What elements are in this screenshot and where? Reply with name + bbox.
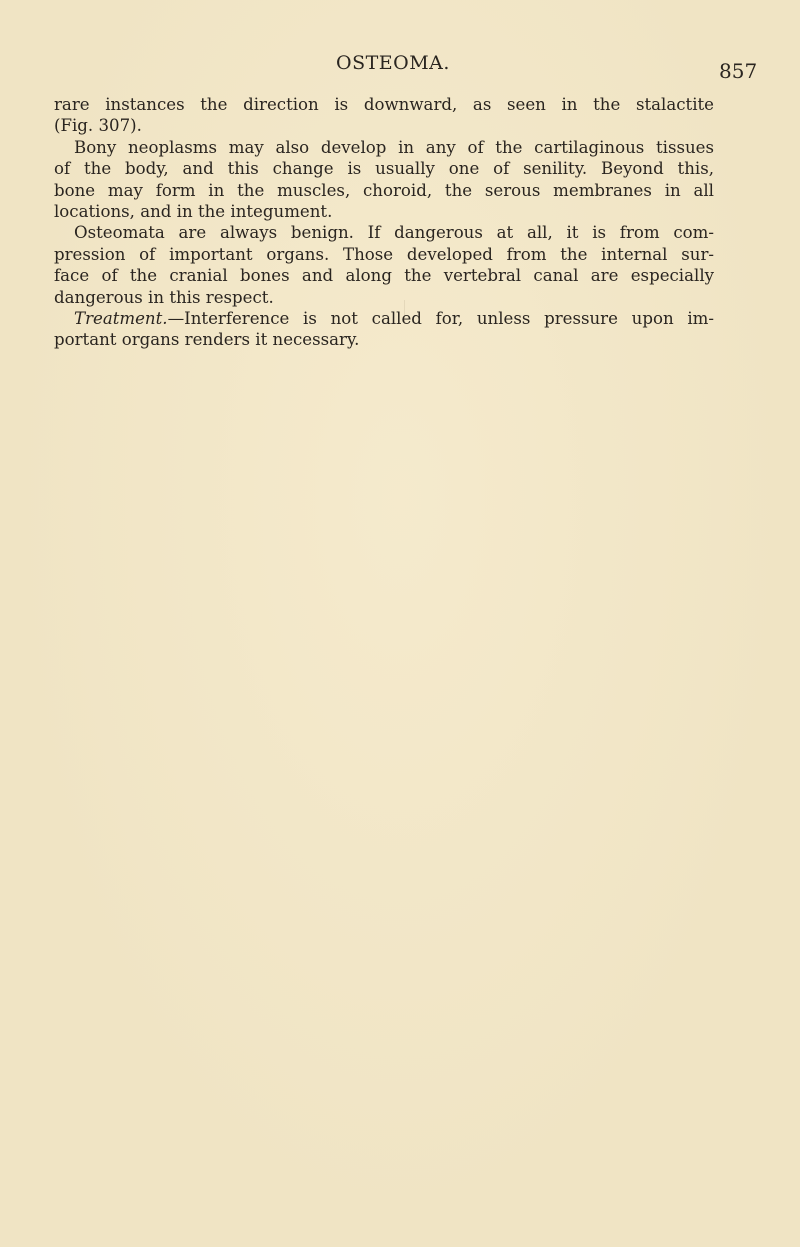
text-line: rare instances the direction is downward, as seen in the stalactite (54, 95, 714, 114)
treatment-paragraph-line (54, 308, 714, 329)
page-number: 857 (719, 59, 758, 83)
text-line: locations, and in the integument. (54, 202, 333, 222)
text-line: face of the cranial bones and along the vertebral canal are especially (54, 266, 714, 286)
text-line: (Fig. 307). (54, 116, 142, 136)
running-title: OSTEOMA. (336, 52, 450, 74)
body-text (54, 94, 714, 351)
treatment-heading: Treatment. (74, 309, 168, 329)
text-line: pression of important organs. Those developed from the internal sur- (54, 244, 714, 264)
text-line: portant organs renders it necessary. (54, 330, 360, 350)
paragraph-start-line: Osteomata are always benign. If dangerous at all, it is from com- (74, 223, 714, 243)
paragraph-start-line: Bony neoplasms may also develop in any of the cartilaginous tissues (74, 137, 714, 157)
text-line: of the body, and this change is usually one of senility. Beyond this, (54, 159, 714, 179)
treatment-text: —Interference is not called for, unless pressure upon im- (167, 309, 714, 329)
text-line: bone may form in the muscles, choroid, the serous membranes in all (54, 180, 714, 200)
paper-mark (404, 300, 405, 324)
text-line: dangerous in this respect. (54, 287, 274, 307)
